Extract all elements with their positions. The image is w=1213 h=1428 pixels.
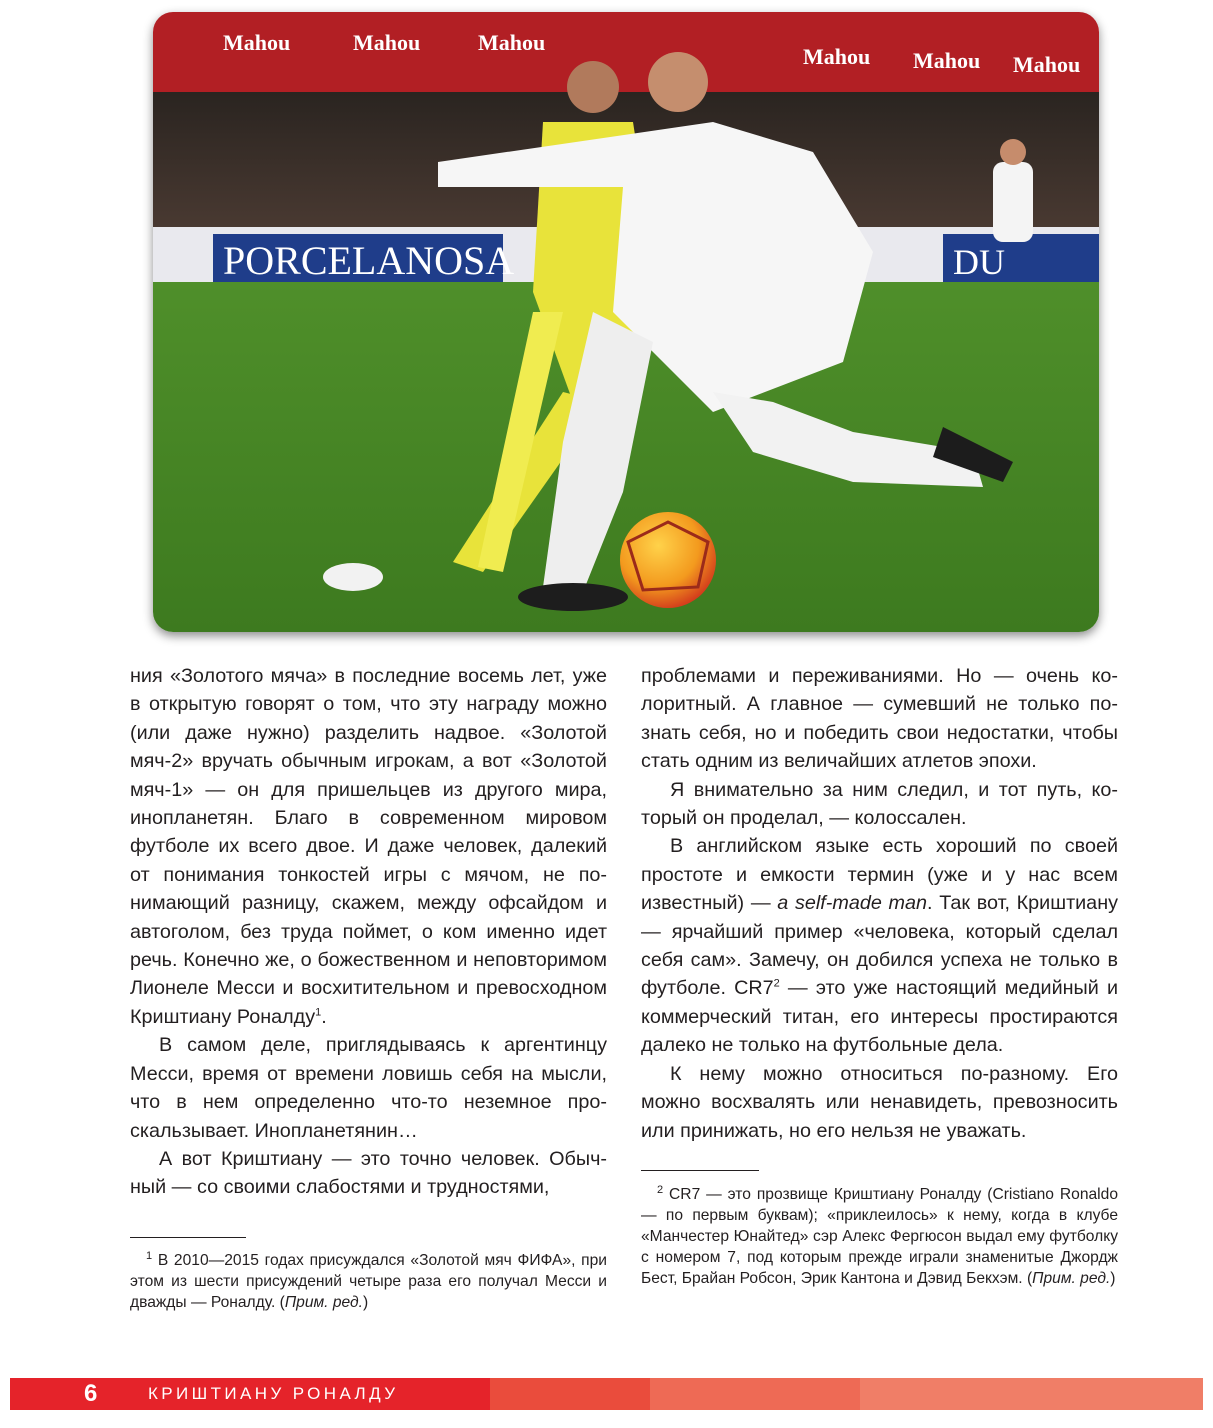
term-italic: a self-made man xyxy=(777,892,928,915)
paragraph: В самом деле, приглядываясь к аргентинцу Месси, время от времени ловишь себя на мысли, что в нем определенно что-то неземное проскальзывает. Инопланетянин… xyxy=(130,1034,607,1142)
football-photo xyxy=(153,12,1099,632)
ad-text: Mahou xyxy=(353,30,421,55)
editor-note: Прим. ред. xyxy=(1032,1270,1111,1287)
footnote-text xyxy=(130,1250,607,1313)
ad-text: Mahou xyxy=(913,48,981,73)
paragraph-text: . xyxy=(321,1005,327,1028)
paragraph: А вот Криштиану — это точно человек. Обычный — со своими слабостями и трудностями, xyxy=(130,1147,607,1199)
footnote-close: ) xyxy=(1110,1270,1116,1287)
ad-text: Mahou xyxy=(223,30,291,55)
text-column-right xyxy=(641,662,1118,1145)
paragraph-text: — это уже настоящий медийный и коммерческий титан, его интересы простираются далеко не только на футбольные дела. xyxy=(641,977,1118,1057)
paragraph xyxy=(130,662,607,1031)
ad-text: Mahou xyxy=(803,44,871,69)
paragraph-text: . Так вот, Криштиану — ярчайший пример «человека, который сделал себя сам». Замечу, он добился успеха не только в футболе. CR7 xyxy=(641,892,1119,1000)
footnote-ref[interactable]: 1 xyxy=(315,1006,322,1019)
paragraph xyxy=(641,832,1118,1059)
page-number: 6 xyxy=(84,1380,98,1407)
footnote-ref[interactable]: 2 xyxy=(773,977,780,990)
running-head: КРИШТИАНУ РОНАЛДУ xyxy=(148,1384,399,1403)
footnote-close: ) xyxy=(362,1294,369,1311)
ad-text: Mahou xyxy=(478,30,546,55)
footnote-divider xyxy=(641,1170,759,1171)
text-column-left xyxy=(130,662,607,1202)
footnote-mark: 1 xyxy=(146,1249,153,1262)
paragraph-text: ния «Золотого мяча» в последние восемь лет, уже в открытую говорят о том, что эту награду можно (или даже нужно) разделить надвое. «Золотой мяч-2» вручать обычным игрокам, а вот «Золотой мяч-1» — он для пришельцев из другого мира, инопланетян. Благо в современном мировом футболе их всего двое. И даже человек, далекий от понимания тонкостей игры с мячом, не понимающий разницу, скажем, между офсайдом и автоголом, без труда поймет, о ком именно идет речь. Конечно же, о божественном и неповторимом Лионеле Месси и восхитительном и превосходном Криштиану Роналду xyxy=(130,665,607,1028)
footnote-text xyxy=(641,1184,1118,1289)
paragraph: К нему можно относиться по-разному. Его можно восхвалять или ненавидеть, превозносить или принижать, но его нельзя не уважать. xyxy=(641,1062,1118,1142)
footnote-mark: 2 xyxy=(657,1183,664,1196)
footnote-body: CR7 — это прозвище Криштиану Роналду (Cristiano Ronaldo — по первым буквам); «приклеилось» к нему, когда в клубе «Манчестер Юнайтед» сэр Алекс Фергюсон выдал ему футболку с номером 7, под которым прежде играли знаменитые Джордж Бест, Брайан Робсон, Эрик Кантона и Дэвид Бекхэм. ( xyxy=(641,1186,1118,1287)
paragraph-text: В английском языке есть хороший по своей простоте и емкости термин (уже и у нас всем известный) — xyxy=(641,835,1118,915)
banner-text: DU xyxy=(953,242,1005,282)
paragraph: проблемами и переживаниями. Но — очень колоритный. А главное — сумевший не только познать себя, но и победить свои недостатки, чтобы стать одним из величайших атлетов эпохи. xyxy=(641,665,1118,773)
footnote-body: В 2010—2015 годах присуждался «Золотой мяч ФИФА», при этом из шести присуждений четыре раза его получал Месси и дважды — Роналду. ( xyxy=(130,1252,607,1311)
paragraph: Я внимательно за ним следил, и тот путь, который он проделал, — колоссален. xyxy=(641,778,1118,830)
banner-text: PORCELANOSA xyxy=(223,238,515,283)
footnote-right xyxy=(641,1184,1118,1289)
football-photo-icon xyxy=(153,12,1099,632)
footnote-left xyxy=(130,1250,607,1313)
ad-text: Mahou xyxy=(1013,52,1081,77)
footnote-divider xyxy=(130,1237,246,1238)
editor-note: Прим. ред. xyxy=(284,1294,363,1311)
